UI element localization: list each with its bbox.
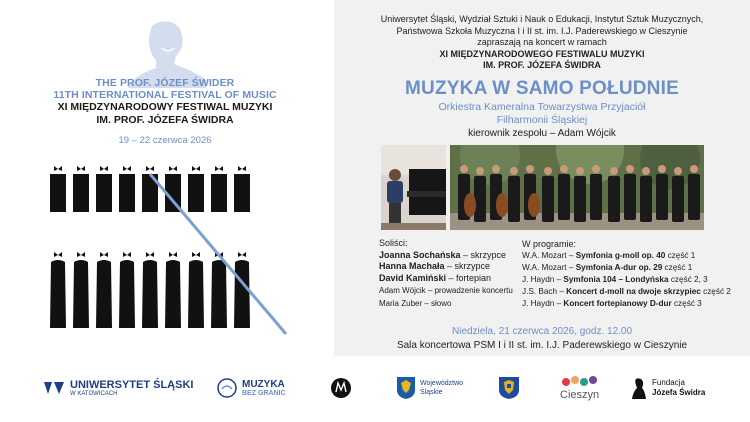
- singer-top-row: [96, 174, 112, 212]
- program-header: W programie:: [522, 239, 577, 249]
- bow-tie-icon: [238, 252, 246, 257]
- soloist-name: David Kamiński: [379, 272, 447, 283]
- coat-of-arms-icon: [498, 376, 520, 400]
- program-item: [522, 298, 747, 310]
- singer-top-row: [73, 174, 89, 212]
- woj-logo-line-1: Województwo: [420, 380, 464, 387]
- bow-tie-icon: [146, 252, 154, 257]
- musician-head: [476, 167, 484, 175]
- program-work: Symfonia A-dur op. 29: [575, 263, 663, 272]
- woj-logo-line-2: Śląskie: [420, 389, 443, 396]
- bow-tie-icon: [100, 166, 108, 171]
- swider-portrait-icon: [632, 377, 646, 399]
- orchestra-line-2: Filharmonii Śląskiej: [496, 113, 588, 126]
- singer-bottom-row: [96, 260, 112, 328]
- singer-bottom-row: [50, 260, 66, 328]
- cieszyn-dots-icon: [561, 375, 599, 389]
- program-part: część 3: [671, 299, 702, 308]
- intro-line-3: zapraszają na koncert w ramach: [477, 37, 607, 47]
- intro-line-5: IM. PROF. JÓZEFA ŚWIDRA: [483, 60, 601, 70]
- soloist-name: Joanna Sochańska: [379, 249, 461, 260]
- logo-fundacja-jozefa-swidra[interactable]: [632, 372, 705, 404]
- singer-bottom-row: [73, 260, 89, 328]
- bow-tie-icon: [192, 166, 200, 171]
- musician-body: [590, 174, 602, 220]
- concert-datetime: Niedziela, 21 czerwca 2026, godz. 12.00: [451, 326, 633, 337]
- title-en-line-1: THE PROF. JÓZEF ŚWIDER: [95, 77, 235, 89]
- festival-dates: 19 – 22 czerwca 2026: [118, 135, 212, 146]
- musician-head: [642, 167, 650, 175]
- program-work: Symfonia g-moll op. 40: [575, 251, 666, 260]
- logo-cieszyn-coat-of-arms[interactable]: [498, 372, 520, 404]
- musician-body: [608, 176, 620, 222]
- bow-tie-icon: [77, 252, 85, 257]
- singer-top-row: [211, 174, 227, 212]
- title-pl-line-1: XI MIĘDZYNARODOWY FESTIWAL MUZYKI: [57, 101, 273, 113]
- singer-top-row: [188, 174, 204, 212]
- musician-body: [640, 176, 652, 222]
- musician-head: [658, 165, 666, 173]
- program-composer: J.S. Bach –: [522, 287, 567, 296]
- intro-line-1: Uniwersytet Śląski, Wydział Sztuki i Nauk o Edukacji, Instytut Sztuk Muzycznych,: [380, 14, 704, 24]
- soloist-name: Hanna Machała: [379, 261, 445, 271]
- musician-head: [626, 165, 634, 173]
- musician-head: [576, 167, 584, 175]
- logo-muzyka-bez-granic[interactable]: [216, 372, 286, 404]
- cello-icon: [496, 193, 508, 217]
- us-logo-line-1: UNIWERSYTET ŚLĄSKI: [70, 379, 194, 391]
- musician-body: [688, 174, 700, 220]
- musician-head: [544, 167, 552, 175]
- soloists-header: Soliści:: [379, 238, 408, 248]
- program-item: [522, 250, 747, 262]
- program-part: część 2, 3: [668, 275, 708, 284]
- soloist-item: [379, 261, 529, 273]
- logo-uniwersytet-slaski[interactable]: [42, 372, 193, 404]
- program-part: część 1: [662, 263, 693, 272]
- soloist-item: [379, 273, 529, 285]
- sponsor-logo-bar: [0, 356, 750, 422]
- bow-tie-icon: [123, 252, 131, 257]
- musician-body: [672, 176, 684, 222]
- singer-bottom-row: [165, 260, 181, 328]
- program-composer: J. Haydn –: [522, 275, 564, 284]
- soloist-role: – skrzypce: [444, 261, 491, 271]
- concert-info-panel: [334, 0, 750, 356]
- mbg-logo-line-2: BEZ GRANIC: [242, 390, 286, 397]
- bow-tie-icon: [123, 166, 131, 171]
- singer-top-row: [119, 174, 135, 212]
- soloist-item: [379, 250, 529, 262]
- fundacja-logo-line-2: Józefa Świdra: [652, 388, 706, 397]
- musician-head: [610, 167, 618, 175]
- us-emblem-icon: [42, 378, 66, 398]
- musician-head: [510, 167, 518, 175]
- title-en-line-2: 11TH INTERNATIONAL FESTIVAL OF MUSIC: [53, 89, 277, 101]
- bow-tie-icon: [215, 166, 223, 171]
- festival-title: [0, 77, 330, 147]
- fundacja-logo-line-1: Fundacja: [652, 378, 685, 387]
- cieszyn-logo-text: Cieszyn: [560, 389, 600, 401]
- us-logo-line-2: W KATOWICACH: [70, 391, 118, 397]
- logo-cieszyn[interactable]: [560, 372, 599, 404]
- speaker-credit: Maria Zuber – słowo: [379, 299, 452, 308]
- program-work: Symfonia 104 – Londyńska: [563, 275, 669, 284]
- program-composer: W.A. Mozart –: [522, 251, 576, 260]
- ensemble-leader: kierownik zespołu – Adam Wójcik: [468, 128, 616, 139]
- program-list: [522, 238, 747, 310]
- soloist-role: – skrzypce: [460, 249, 507, 260]
- title-pl-line-2: IM. PROF. JÓZEFA ŚWIDRA: [96, 114, 234, 126]
- musician-body: [574, 176, 586, 222]
- musician-body: [656, 174, 668, 220]
- soloist-role: – fortepian: [446, 272, 492, 283]
- program-composer: W.A. Mozart –: [522, 263, 576, 272]
- bow-tie-icon: [100, 252, 108, 257]
- musician-head: [560, 165, 568, 173]
- bow-tie-icon: [77, 166, 85, 171]
- musician-body: [474, 176, 486, 222]
- program-part: część 2: [700, 287, 731, 296]
- bow-tie-icon: [238, 166, 246, 171]
- program-item: [522, 262, 747, 274]
- program-work: Koncert fortepianowy D-dur: [563, 299, 672, 308]
- bow-tie-icon: [169, 166, 177, 171]
- bow-tie-icon: [146, 166, 154, 171]
- singer-bottom-row: [188, 260, 204, 328]
- concert-venue: Sala koncertowa PSM I i II st. im. I.J. Paderewskiego w Cieszynie: [396, 340, 688, 351]
- choir-graphic: [40, 160, 290, 335]
- pianist-photo: [381, 145, 446, 230]
- bow-tie-icon: [169, 252, 177, 257]
- musician-head: [690, 165, 698, 173]
- singer-top-row: [234, 174, 250, 212]
- orchestra-name: [334, 101, 750, 126]
- program-item: [522, 274, 747, 286]
- bow-tie-icon: [54, 166, 62, 171]
- musician-body: [624, 174, 636, 220]
- singer-bottom-row: [234, 260, 250, 328]
- organizers-intro: [334, 14, 750, 72]
- program-composer: J. Haydn –: [522, 299, 564, 308]
- event-title: MUZYKA W SAMO POŁUDNIE: [405, 78, 679, 99]
- singer-top-row: [50, 174, 66, 212]
- musician-head: [674, 167, 682, 175]
- musician-head: [592, 165, 600, 173]
- logo-psm[interactable]: [330, 372, 352, 404]
- logo-wojewodztwo-slaskie[interactable]: [396, 372, 463, 404]
- orchestra-line-1: Orkiestra Kameralna Towarzystwa Przyjaciół: [438, 101, 646, 113]
- musician-body: [558, 174, 570, 220]
- singer-bottom-row: [211, 260, 227, 328]
- singer-bottom-row: [119, 260, 135, 328]
- musician-head: [492, 165, 500, 173]
- festival-poster-panel: [0, 0, 330, 356]
- cello-icon: [528, 193, 540, 217]
- musician-body: [508, 176, 520, 222]
- intro-line-2: Państwowa Szkoła Muzyczna I i II st. im. I.J. Paderewskiego w Cieszynie: [396, 25, 688, 36]
- soloists-list: [379, 238, 529, 310]
- orchestra-group-photo: [450, 145, 704, 230]
- cello-icon: [464, 193, 476, 217]
- musician-body: [542, 176, 554, 222]
- intro-line-4: XI MIĘDZYNARODOWEGO FESTIWALU MUZYKI: [439, 48, 645, 59]
- mbg-circle-icon: [216, 377, 238, 399]
- program-part: część 1: [665, 251, 696, 260]
- silesia-eagle-icon: [396, 376, 416, 400]
- host-credit: Adam Wójcik – prowadzenie koncertu: [379, 286, 513, 295]
- program-work: Koncert d-moll na dwoje skrzypiec: [566, 287, 701, 296]
- bow-tie-icon: [54, 252, 62, 257]
- mbg-logo-line-1: MUZYKA: [242, 379, 285, 390]
- musician-head: [460, 165, 468, 173]
- psm-emblem-icon: [330, 377, 352, 399]
- singer-bottom-row: [142, 260, 158, 328]
- program-item: [522, 286, 747, 298]
- musician-head: [526, 165, 534, 173]
- bow-tie-icon: [192, 252, 200, 257]
